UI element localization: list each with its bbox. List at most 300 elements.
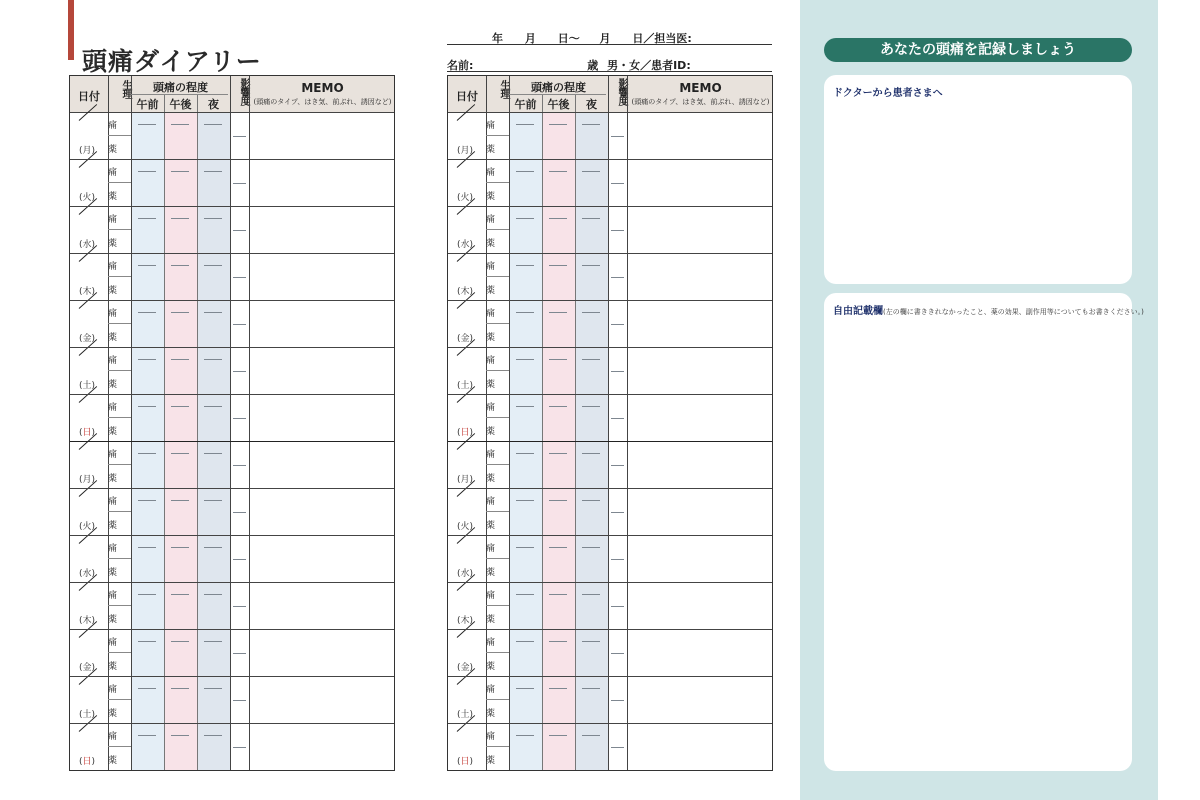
pain-level-header: 頭痛の程度 [531, 81, 586, 94]
impact-dash[interactable] [233, 418, 246, 419]
weekday-label: (火) [457, 522, 474, 532]
weekday-label: (月) [79, 475, 96, 485]
pain-label: 痛 [108, 450, 118, 460]
night-pain-dash[interactable] [204, 735, 222, 736]
night-pain-dash[interactable] [582, 312, 600, 313]
pain-label: 痛 [486, 544, 496, 554]
night-pain-dash[interactable] [582, 641, 600, 642]
pain-label: 痛 [108, 638, 118, 648]
weekday-name: 火 [82, 193, 92, 203]
morning-pain-dash[interactable] [516, 218, 534, 219]
pain-label: 痛 [486, 638, 496, 648]
weekday-name: 土 [460, 710, 470, 720]
weekday-name: 金 [460, 663, 470, 673]
pain-medicine-divider [108, 699, 131, 700]
weekday-label: (日) [79, 757, 96, 767]
row-divider [70, 253, 394, 254]
medicine-label: 薬 [108, 192, 118, 202]
row-divider [70, 347, 394, 348]
impact-dash[interactable] [233, 465, 246, 466]
medicine-label: 薬 [108, 568, 118, 578]
pain-label: 痛 [108, 544, 118, 554]
weekday-label: (水) [457, 240, 474, 250]
impact-dash[interactable] [233, 606, 246, 607]
pain-level-header: 頭痛の程度 [153, 81, 208, 94]
weekday-label: (土) [79, 710, 96, 720]
night-pain-dash[interactable] [204, 406, 222, 407]
pain-label: 痛 [108, 215, 118, 225]
row-divider [70, 723, 394, 724]
afternoon-pain-dash[interactable] [171, 453, 189, 454]
pain-medicine-divider [108, 605, 131, 606]
impact-dash[interactable] [233, 371, 246, 372]
afternoon-pain-dash[interactable] [171, 124, 189, 125]
weekday-label: (火) [79, 193, 96, 203]
diary-title: 頭痛ダイアリー [82, 47, 262, 76]
impact-dash[interactable] [233, 136, 246, 137]
weekday-name: 土 [82, 710, 92, 720]
night-pain-dash[interactable] [204, 312, 222, 313]
medicine-label: 薬 [486, 521, 496, 531]
pain-label: 痛 [486, 591, 496, 601]
impact-dash[interactable] [233, 747, 246, 748]
weekday-label: (火) [79, 522, 96, 532]
weekday-name: 月 [460, 475, 470, 485]
afternoon-pain-dash[interactable] [171, 406, 189, 407]
morning-pain-dash[interactable] [138, 312, 156, 313]
row-divider [70, 676, 394, 677]
side-panel-header: あなたの頭痛を記録しましょう [824, 38, 1132, 62]
pain-label: 痛 [108, 403, 118, 413]
row-divider [70, 300, 394, 301]
impact-dash[interactable] [611, 183, 624, 184]
afternoon-pain-dash[interactable] [171, 171, 189, 172]
afternoon-pain-dash[interactable] [549, 312, 567, 313]
weekday-label: (木) [457, 287, 474, 297]
medicine-label: 薬 [486, 145, 496, 155]
morning-header: 午前 [136, 98, 159, 111]
row-divider [448, 394, 772, 395]
weekday-label: (木) [79, 287, 96, 297]
impact-dash[interactable] [611, 653, 624, 654]
pain-label: 痛 [108, 685, 118, 695]
weekday-label: (水) [79, 569, 96, 579]
pain-medicine-divider [108, 652, 131, 653]
afternoon-pain-dash[interactable] [549, 218, 567, 219]
pain-medicine-divider [108, 511, 131, 512]
afternoon-pain-dash[interactable] [171, 594, 189, 595]
morning-pain-dash[interactable] [138, 453, 156, 454]
afternoon-pain-dash[interactable] [549, 594, 567, 595]
pain-medicine-divider [486, 605, 509, 606]
impact-dash[interactable] [233, 512, 246, 513]
pain-label: 痛 [486, 685, 496, 695]
sex-label: 男・女 [607, 59, 641, 72]
weekday-name: 金 [82, 663, 92, 673]
impact-dash[interactable] [233, 559, 246, 560]
weekday-name: 土 [82, 381, 92, 391]
row-divider [70, 394, 394, 395]
row-divider [70, 629, 394, 630]
night-pain-dash[interactable] [582, 265, 600, 266]
afternoon-pain-dash[interactable] [549, 500, 567, 501]
date-header: 日付 [78, 90, 100, 103]
row-divider [70, 206, 394, 207]
name-label: 名前: [447, 59, 474, 72]
patient-id-label: ／患者ID: [640, 59, 691, 72]
impact-dash[interactable] [611, 606, 624, 607]
morning-pain-dash[interactable] [516, 500, 534, 501]
row-divider [448, 629, 772, 630]
pain-medicine-divider [486, 746, 509, 747]
doctor-message-box[interactable] [824, 75, 1132, 284]
pain-label: 痛 [108, 732, 118, 742]
weekday-label: (水) [79, 240, 96, 250]
weekday-label: (月) [457, 475, 474, 485]
medicine-label: 薬 [486, 568, 496, 578]
afternoon-pain-dash[interactable] [549, 265, 567, 266]
medicine-label: 薬 [486, 662, 496, 672]
night-pain-dash[interactable] [582, 500, 600, 501]
row-divider [448, 676, 772, 677]
morning-pain-dash[interactable] [138, 500, 156, 501]
night-pain-dash[interactable] [204, 641, 222, 642]
weekday-label: (火) [457, 193, 474, 203]
impact-dash[interactable] [611, 277, 624, 278]
afternoon-pain-dash[interactable] [171, 641, 189, 642]
afternoon-pain-dash[interactable] [171, 312, 189, 313]
morning-pain-dash[interactable] [516, 406, 534, 407]
impact-dash[interactable] [611, 324, 624, 325]
weekday-label: (土) [457, 381, 474, 391]
impact-dash[interactable] [611, 230, 624, 231]
afternoon-pain-dash[interactable] [549, 641, 567, 642]
row-divider [70, 535, 394, 536]
pain-label: 痛 [486, 121, 496, 131]
impact-dash[interactable] [611, 512, 624, 513]
weekday-name: 火 [82, 522, 92, 532]
medicine-label: 薬 [108, 286, 118, 296]
medicine-label: 薬 [108, 615, 118, 625]
morning-pain-dash[interactable] [516, 359, 534, 360]
date-header: 日付 [456, 90, 478, 103]
night-pain-dash[interactable] [582, 171, 600, 172]
night-pain-dash[interactable] [582, 547, 600, 548]
afternoon-pain-dash[interactable] [171, 218, 189, 219]
pain-medicine-divider [486, 511, 509, 512]
period-month2-label: 月 [599, 32, 611, 45]
pain-medicine-divider [486, 699, 509, 700]
weekday-label: (金) [79, 334, 96, 344]
morning-pain-dash[interactable] [516, 688, 534, 689]
impact-dash[interactable] [611, 136, 624, 137]
pain-medicine-divider [108, 135, 131, 136]
medicine-label: 薬 [486, 474, 496, 484]
night-header: 夜 [586, 98, 597, 111]
medicine-label: 薬 [108, 521, 118, 531]
free-box-title-wrap [833, 302, 1144, 317]
free-notes-box[interactable] [824, 293, 1144, 771]
impact-dash[interactable] [233, 230, 246, 231]
pain-label: 痛 [486, 497, 496, 507]
pain-medicine-divider [108, 229, 131, 230]
afternoon-pain-dash[interactable] [171, 547, 189, 548]
afternoon-pain-dash[interactable] [549, 688, 567, 689]
pain-medicine-divider [486, 135, 509, 136]
weekday-name: 月 [82, 475, 92, 485]
row-divider [70, 582, 394, 583]
weekday-name: 月 [82, 146, 92, 156]
pain-medicine-divider [108, 182, 131, 183]
morning-pain-dash[interactable] [516, 547, 534, 548]
pain-label: 痛 [486, 356, 496, 366]
morning-pain-dash[interactable] [138, 735, 156, 736]
pain-medicine-divider [108, 558, 131, 559]
weekday-name: 木 [460, 287, 470, 297]
morning-pain-dash[interactable] [516, 265, 534, 266]
morning-pain-dash[interactable] [138, 359, 156, 360]
period-year-label: 年 [492, 32, 503, 45]
afternoon-pain-dash[interactable] [549, 453, 567, 454]
afternoon-pain-dash[interactable] [549, 124, 567, 125]
morning-pain-dash[interactable] [516, 641, 534, 642]
doctor-box-title: ドクターから患者さまへ [833, 88, 943, 99]
pain-medicine-divider [108, 323, 131, 324]
weekday-name: 木 [82, 616, 92, 626]
pain-medicine-divider [108, 276, 131, 277]
weekday-label: (日) [457, 428, 474, 438]
impact-dash[interactable] [233, 653, 246, 654]
weekday-label: (日) [457, 757, 474, 767]
weekday-label: (水) [457, 569, 474, 579]
impact-dash[interactable] [233, 324, 246, 325]
morning-pain-dash[interactable] [138, 218, 156, 219]
grid-line [509, 94, 606, 95]
afternoon-header: 午後 [169, 98, 192, 111]
night-pain-dash[interactable] [582, 359, 600, 360]
name-underline [447, 71, 772, 72]
impact-dash[interactable] [611, 559, 624, 560]
memo-header: MEMO [679, 81, 722, 95]
weekday-name: 水 [460, 569, 470, 579]
medicine-label: 薬 [486, 333, 496, 343]
medicine-label: 薬 [486, 427, 496, 437]
afternoon-pain-dash[interactable] [549, 171, 567, 172]
morning-pain-dash[interactable] [516, 735, 534, 736]
period-day-label: 日 [557, 32, 569, 45]
period-month-label: 月 [524, 32, 536, 45]
pain-label: 痛 [108, 591, 118, 601]
night-pain-dash[interactable] [204, 594, 222, 595]
pain-medicine-divider [486, 370, 509, 371]
pain-label: 痛 [108, 121, 118, 131]
morning-pain-dash[interactable] [138, 641, 156, 642]
row-divider [70, 441, 394, 442]
period-tilde: 〜 [568, 32, 580, 45]
weekday-label: (土) [457, 710, 474, 720]
weekday-name: 火 [460, 522, 470, 532]
weekday-name: 火 [460, 193, 470, 203]
afternoon-pain-dash[interactable] [549, 547, 567, 548]
medicine-label: 薬 [108, 333, 118, 343]
night-pain-dash[interactable] [204, 453, 222, 454]
pain-medicine-divider [108, 417, 131, 418]
night-pain-dash[interactable] [582, 406, 600, 407]
pain-medicine-divider [108, 370, 131, 371]
impact-dash[interactable] [611, 700, 624, 701]
afternoon-pain-dash[interactable] [171, 735, 189, 736]
night-pain-dash[interactable] [204, 218, 222, 219]
weekday-name: 月 [460, 146, 470, 156]
medicine-label: 薬 [108, 145, 118, 155]
row-divider [448, 535, 772, 536]
morning-pain-dash[interactable] [138, 171, 156, 172]
impact-header: 影響度 [238, 78, 249, 105]
medicine-label: 薬 [486, 615, 496, 625]
night-pain-dash[interactable] [204, 547, 222, 548]
night-pain-dash[interactable] [204, 359, 222, 360]
period-underline [447, 44, 772, 45]
morning-pain-dash[interactable] [516, 171, 534, 172]
night-pain-dash[interactable] [582, 124, 600, 125]
menstruation-header: 生理 [120, 80, 131, 98]
row-divider [448, 253, 772, 254]
pain-label: 痛 [486, 732, 496, 742]
morning-pain-dash[interactable] [138, 688, 156, 689]
medicine-label: 薬 [108, 662, 118, 672]
pain-label: 痛 [486, 168, 496, 178]
weekday-name: 金 [82, 334, 92, 344]
pain-label: 痛 [108, 356, 118, 366]
row-divider [448, 723, 772, 724]
impact-dash[interactable] [233, 277, 246, 278]
weekday-label: (金) [457, 663, 474, 673]
morning-pain-dash[interactable] [516, 594, 534, 595]
grid-line [131, 94, 228, 95]
row-divider [448, 206, 772, 207]
afternoon-pain-dash[interactable] [171, 500, 189, 501]
night-pain-dash[interactable] [204, 171, 222, 172]
diary-table-left [69, 75, 395, 771]
memo-header-note: (頭痛のタイプ、はき気、前ぶれ、誘因など) [253, 98, 392, 106]
weekday-name: 木 [82, 287, 92, 297]
weekday-label: (土) [79, 381, 96, 391]
weekday-label: (木) [79, 616, 96, 626]
pain-medicine-divider [108, 746, 131, 747]
impact-dash[interactable] [611, 465, 624, 466]
medicine-label: 薬 [486, 756, 496, 766]
impact-dash[interactable] [611, 747, 624, 748]
weekday-name: 日 [460, 428, 470, 438]
night-pain-dash[interactable] [582, 735, 600, 736]
pain-medicine-divider [486, 652, 509, 653]
morning-pain-dash[interactable] [138, 265, 156, 266]
afternoon-pain-dash[interactable] [549, 359, 567, 360]
medicine-label: 薬 [108, 239, 118, 249]
age-label: 歳 [587, 59, 599, 72]
weekday-name: 日 [460, 757, 470, 767]
weekday-name: 日 [82, 757, 92, 767]
medicine-label: 薬 [108, 709, 118, 719]
title-accent-bar [68, 0, 74, 60]
afternoon-pain-dash[interactable] [549, 735, 567, 736]
side-panel [800, 0, 1158, 800]
weekday-name: 木 [460, 616, 470, 626]
pain-medicine-divider [108, 464, 131, 465]
period-day2-label: 日 [632, 32, 644, 45]
night-pain-dash[interactable] [582, 688, 600, 689]
weekday-label: (日) [79, 428, 96, 438]
row-divider [448, 159, 772, 160]
night-pain-dash[interactable] [204, 265, 222, 266]
weekday-label: (金) [79, 663, 96, 673]
weekday-label: (月) [79, 146, 96, 156]
night-pain-dash[interactable] [582, 453, 600, 454]
morning-pain-dash[interactable] [138, 124, 156, 125]
pain-label: 痛 [108, 309, 118, 319]
impact-dash[interactable] [233, 183, 246, 184]
night-header: 夜 [208, 98, 219, 111]
night-pain-dash[interactable] [582, 218, 600, 219]
night-pain-dash[interactable] [204, 500, 222, 501]
morning-pain-dash[interactable] [516, 124, 534, 125]
medicine-label: 薬 [108, 474, 118, 484]
row-divider [70, 488, 394, 489]
impact-dash[interactable] [233, 700, 246, 701]
medicine-label: 薬 [486, 709, 496, 719]
menstruation-header: 生理 [498, 80, 509, 98]
memo-header: MEMO [301, 81, 344, 95]
medicine-label: 薬 [108, 756, 118, 766]
medicine-label: 薬 [486, 192, 496, 202]
row-divider [448, 488, 772, 489]
row-divider [448, 300, 772, 301]
night-pain-dash[interactable] [204, 688, 222, 689]
night-pain-dash[interactable] [582, 594, 600, 595]
pain-medicine-divider [486, 182, 509, 183]
impact-dash[interactable] [611, 371, 624, 372]
doctor-label: ／担当医: [643, 32, 692, 45]
afternoon-header: 午後 [547, 98, 570, 111]
afternoon-pain-dash[interactable] [171, 688, 189, 689]
morning-pain-dash[interactable] [138, 406, 156, 407]
free-box-note: (左の欄に書ききれなかったこと、薬の効果、副作用等についてもお書きください。) [883, 308, 1144, 316]
medicine-label: 薬 [108, 427, 118, 437]
morning-pain-dash[interactable] [516, 312, 534, 313]
weekday-name: 水 [460, 240, 470, 250]
weekday-label: (月) [457, 146, 474, 156]
impact-dash[interactable] [611, 418, 624, 419]
afternoon-pain-dash[interactable] [171, 359, 189, 360]
night-pain-dash[interactable] [204, 124, 222, 125]
morning-pain-dash[interactable] [138, 594, 156, 595]
row-divider [448, 441, 772, 442]
pain-medicine-divider [486, 417, 509, 418]
medicine-label: 薬 [486, 286, 496, 296]
morning-pain-dash[interactable] [138, 547, 156, 548]
pain-label: 痛 [486, 262, 496, 272]
afternoon-pain-dash[interactable] [549, 406, 567, 407]
pain-medicine-divider [486, 464, 509, 465]
weekday-name: 土 [460, 381, 470, 391]
pain-label: 痛 [486, 215, 496, 225]
pain-label: 痛 [108, 262, 118, 272]
pain-medicine-divider [486, 558, 509, 559]
morning-pain-dash[interactable] [516, 453, 534, 454]
weekday-name: 水 [82, 569, 92, 579]
row-divider [448, 582, 772, 583]
afternoon-pain-dash[interactable] [171, 265, 189, 266]
